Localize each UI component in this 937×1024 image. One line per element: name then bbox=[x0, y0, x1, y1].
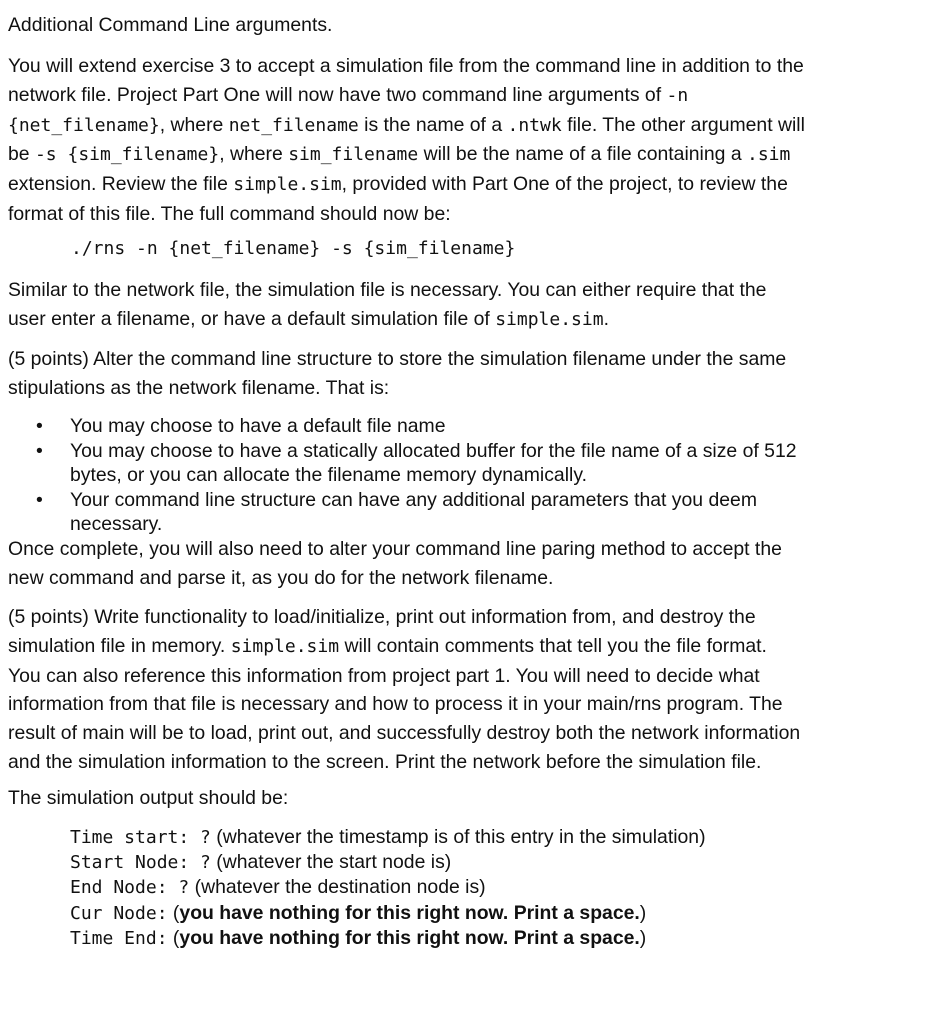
list-item: • You may choose to have a statically allocated buffer for the file name of a size of 512 bytes, or you can allocate the filename memory dynamically. bbox=[36, 439, 797, 486]
intro-line-2: network file. Project Part One will now have two command line arguments of -n bbox=[8, 83, 689, 106]
task-2-line-4: information from that file is necessary and how to process it in your main/rns program. The bbox=[8, 693, 783, 716]
paragraph-default-file bbox=[8, 276, 766, 335]
default-file-line-1: Similar to the network file, the simulation file is necessary. You can either require that the bbox=[8, 279, 767, 301]
task-2-line-5: result of main will be to load, print out, and successfully destroy both the network information bbox=[8, 722, 801, 745]
output-start-node: Start Node: ? (whatever the start node is) bbox=[70, 851, 452, 874]
bullet-icon: • bbox=[36, 415, 43, 437]
intro-line-5: extension. Review the file simple.sim, provided with Part One of the project, to review the bbox=[8, 173, 788, 196]
default-file-line-2: user enter a filename, or have a default simulation file of simple.sim. bbox=[8, 307, 609, 330]
command-example: ./rns -n {net_filename} -s {sim_filename} bbox=[71, 238, 516, 259]
paragraph-intro bbox=[8, 52, 805, 229]
simulation-output-list bbox=[70, 825, 706, 951]
heading: Additional Command Line arguments. bbox=[8, 14, 333, 36]
stipulation-list bbox=[0, 414, 797, 537]
bullet-icon: • bbox=[36, 439, 43, 462]
output-end-node: End Node: ? (whatever the destination node is) bbox=[70, 876, 486, 899]
intro-line-4: be -s {sim_filename}, where sim_filename will be the name of a file containing a .sim bbox=[8, 143, 791, 166]
task-1-line-1: (5 points) Alter the command line structure to store the simulation filename under the same bbox=[8, 348, 787, 370]
intro-line-6: format of this file. The full command should now be: bbox=[8, 202, 451, 225]
task-1-line-2: stipulations as the network filename. That is: bbox=[8, 376, 390, 399]
task-2-line-3: You can also reference this information from project part 1. You will need to decide what bbox=[8, 664, 760, 687]
paragraph-parse bbox=[8, 535, 782, 593]
list-item: • Your command line structure can have any additional parameters that you deem necessary. bbox=[36, 488, 757, 535]
intro-line-1: You will extend exercise 3 to accept a simulation file from the command line in addition to the bbox=[8, 55, 804, 77]
paragraph-task-2 bbox=[8, 603, 800, 777]
output-time-start: Time start: ? (whatever the timestamp is of this entry in the simulation) bbox=[70, 826, 706, 848]
output-time-end: Time End: (you have nothing for this right now. Print a space.) bbox=[70, 926, 647, 949]
bullet-icon: • bbox=[36, 488, 43, 511]
task-2-line-1: (5 points) Write functionality to load/initialize, print out information from, and destroy the bbox=[8, 606, 756, 628]
parse-line-2: new command and parse it, as you do for the network filename. bbox=[8, 566, 554, 589]
task-2-line-6: and the simulation information to the screen. Print the network before the simulation file. bbox=[8, 750, 762, 773]
output-intro: The simulation output should be: bbox=[8, 787, 289, 809]
task-2-line-2: simulation file in memory. simple.sim will contain comments that tell you the file format. bbox=[8, 634, 767, 657]
output-cur-node: Cur Node: (you have nothing for this right now. Print a space.) bbox=[70, 901, 647, 924]
paragraph-task-1 bbox=[8, 345, 786, 403]
list-item: • You may choose to have a default file name bbox=[36, 415, 446, 437]
parse-line-1: Once complete, you will also need to alter your command line paring method to accept the bbox=[8, 538, 782, 560]
intro-line-3: {net_filename}, where net_filename is the name of a .ntwk file. The other argument will bbox=[8, 113, 805, 136]
